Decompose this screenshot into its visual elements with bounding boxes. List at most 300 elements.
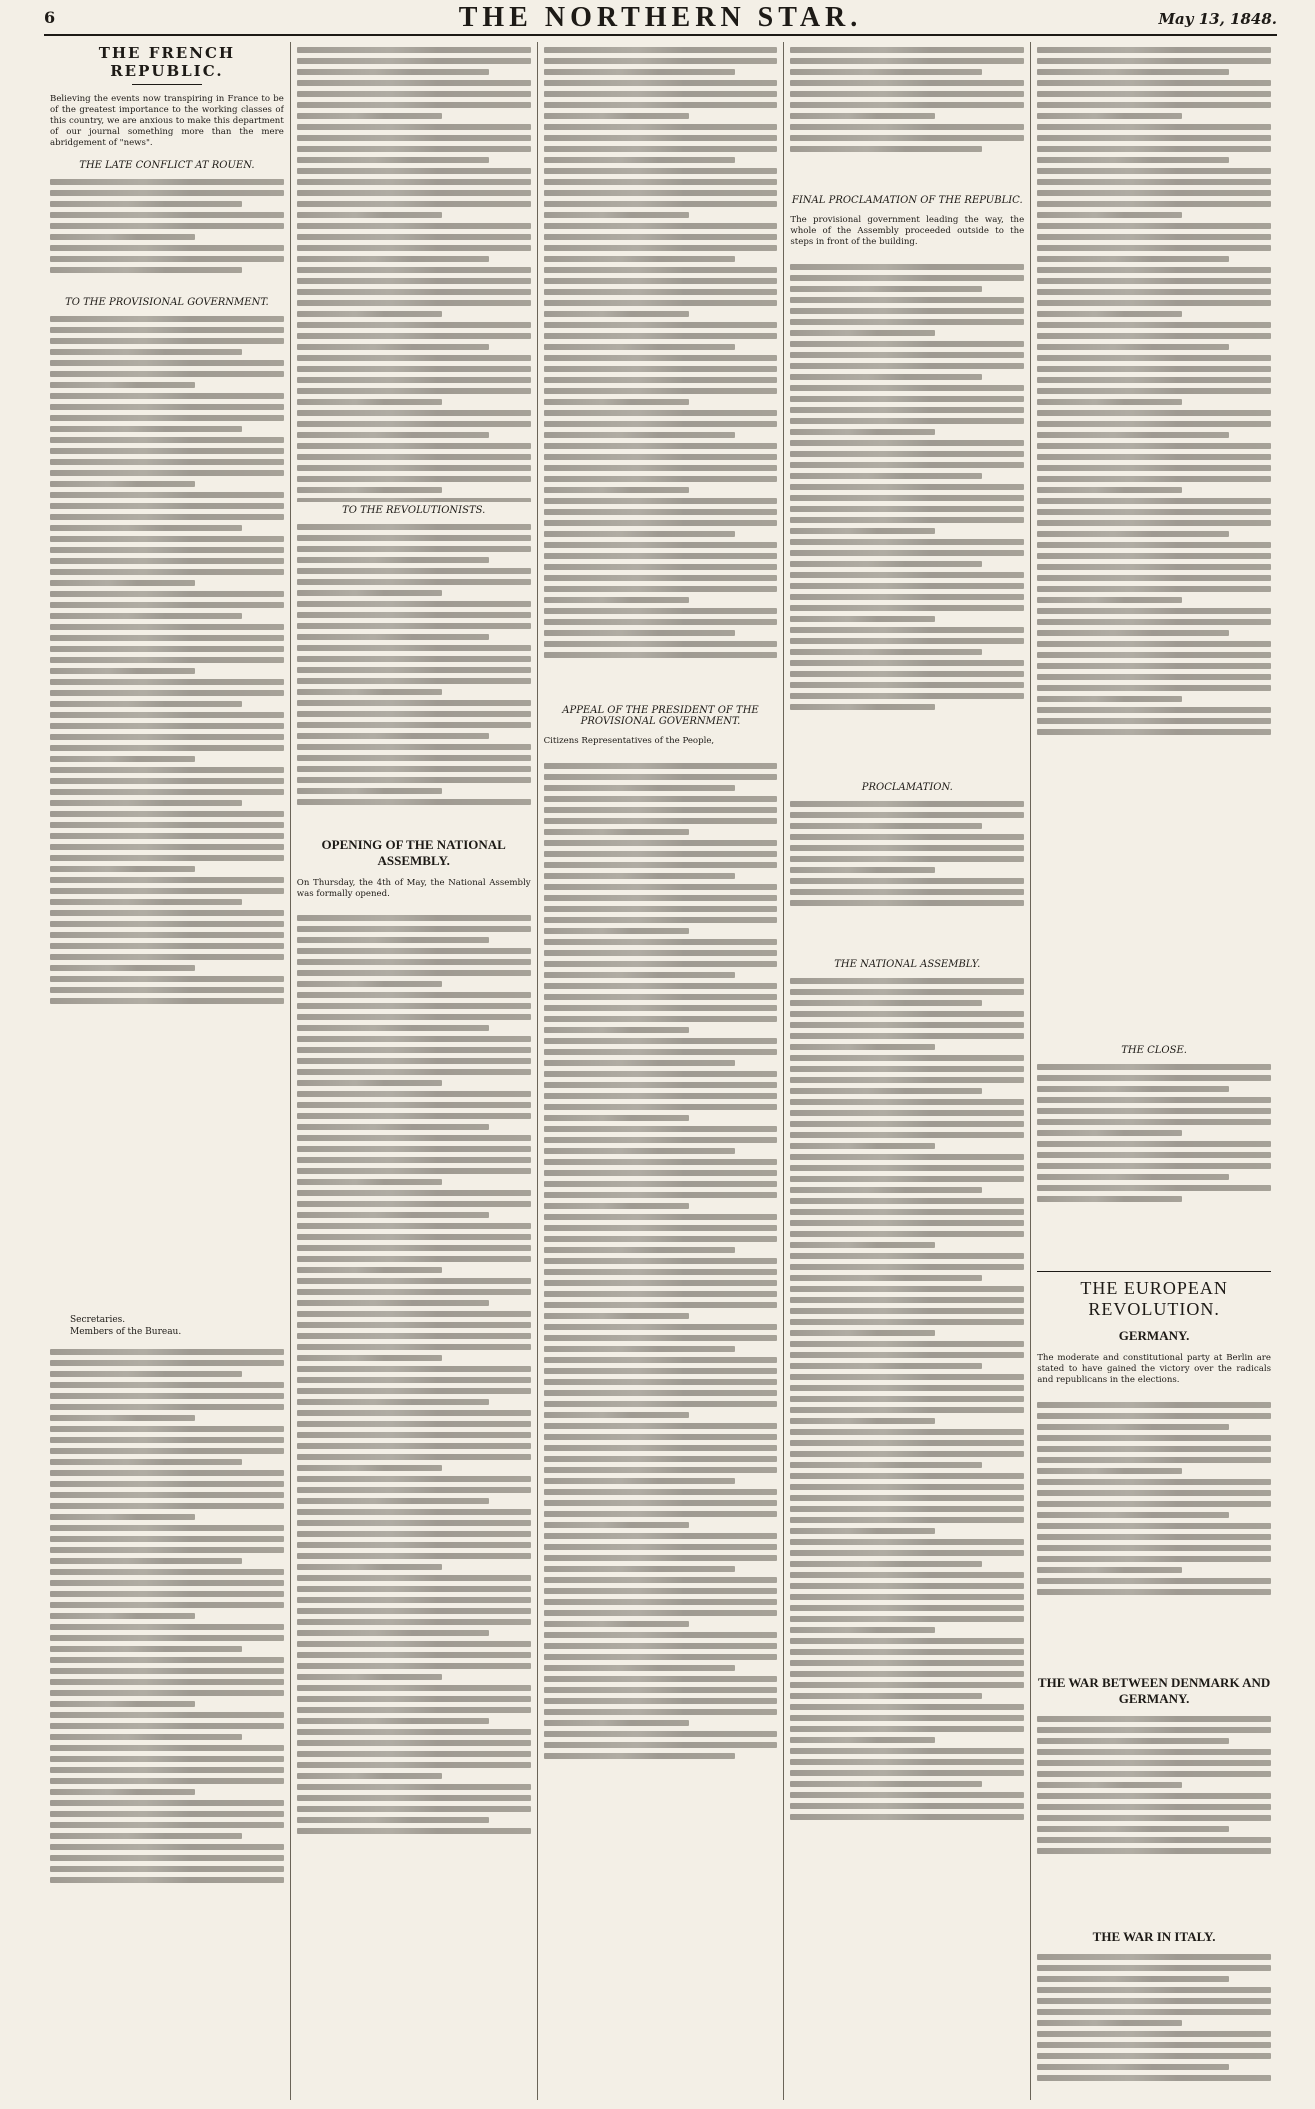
text-line <box>50 701 242 707</box>
column-3-body-a <box>544 42 778 702</box>
text-line <box>297 1542 531 1548</box>
text-line <box>544 1247 736 1253</box>
text-line <box>1037 1987 1271 1993</box>
text-line <box>297 1047 531 1053</box>
text-line <box>50 503 284 509</box>
text-line <box>50 1415 195 1421</box>
text-line <box>1037 366 1271 372</box>
text-line <box>544 928 689 934</box>
text-line <box>544 1522 689 1528</box>
text-line <box>297 223 531 229</box>
text-line <box>297 1124 489 1130</box>
text-line <box>297 179 531 185</box>
text-line <box>544 1104 778 1110</box>
text-line <box>1037 421 1271 427</box>
text-line <box>297 755 531 761</box>
text-line <box>50 1833 242 1839</box>
column-4-opening: The provisional government leading the way, the whole of the Assembly proceeded outside to the steps in front of the building. <box>790 214 1025 247</box>
column-5-sub-section-1: GERMANY. <box>1118 1328 1190 1343</box>
text-line <box>297 667 531 673</box>
text-line <box>544 1203 689 1209</box>
text-line <box>790 539 1024 545</box>
text-line <box>1037 91 1271 97</box>
text-line <box>790 135 1024 141</box>
text-line <box>790 385 1024 391</box>
text-line <box>1037 1965 1271 1971</box>
text-line <box>790 1308 1024 1314</box>
text-line <box>50 492 284 498</box>
text-line <box>50 756 195 762</box>
text-line <box>1037 1064 1271 1070</box>
text-line <box>1037 190 1271 196</box>
column-2 <box>291 42 538 2100</box>
text-line <box>297 366 531 372</box>
text-line <box>297 322 531 328</box>
text-line <box>544 641 778 647</box>
text-line <box>790 1682 1024 1688</box>
text-line <box>790 517 1024 523</box>
column-1-subhead-1: THE LATE CONFLICT AT ROUEN. <box>79 160 255 172</box>
text-line <box>790 264 1024 270</box>
text-line <box>544 1324 778 1330</box>
text-line <box>1037 1534 1271 1540</box>
text-line <box>544 1060 736 1066</box>
text-line <box>297 948 531 954</box>
text-line <box>544 1214 778 1220</box>
text-line <box>790 47 1024 53</box>
text-line <box>544 1500 778 1506</box>
text-line <box>50 1382 284 1388</box>
text-line <box>790 1594 1024 1600</box>
text-line <box>790 1495 1024 1501</box>
column-1-subhead-2: TO THE PROVISIONAL GOVERNMENT. <box>65 297 269 309</box>
text-line <box>790 495 1024 501</box>
text-line <box>790 1737 935 1743</box>
text-line <box>790 1528 935 1534</box>
text-line <box>297 1080 442 1086</box>
text-line <box>297 168 531 174</box>
text-line <box>1037 443 1271 449</box>
text-line <box>50 371 284 377</box>
text-line <box>544 1467 778 1473</box>
text-line <box>790 616 935 622</box>
text-line <box>544 333 778 339</box>
text-line <box>297 465 531 471</box>
text-line <box>50 789 284 795</box>
text-line <box>50 1448 284 1454</box>
text-line <box>1037 1152 1271 1158</box>
text-line <box>790 374 982 380</box>
text-line <box>544 487 689 493</box>
text-line <box>544 1016 778 1022</box>
text-line <box>50 1536 284 1542</box>
text-line <box>790 1792 1024 1798</box>
text-line <box>790 978 1024 984</box>
text-line <box>544 311 689 317</box>
text-line <box>544 531 736 537</box>
text-line <box>50 1734 242 1740</box>
text-line <box>50 1426 284 1432</box>
text-line <box>297 678 531 684</box>
text-line <box>50 1712 284 1718</box>
text-line <box>50 910 284 916</box>
text-line <box>1037 1716 1271 1722</box>
text-line <box>544 564 778 570</box>
text-line <box>544 1434 778 1440</box>
text-line <box>50 844 284 850</box>
text-line <box>1037 707 1271 713</box>
text-line <box>50 1844 284 1850</box>
text-line <box>544 1159 778 1165</box>
text-line <box>1037 311 1182 317</box>
text-line <box>1037 1185 1271 1191</box>
text-line <box>544 355 778 361</box>
text-line <box>1037 476 1271 482</box>
text-line <box>1037 531 1229 537</box>
text-line <box>1037 1976 1229 1982</box>
text-line <box>790 1044 935 1050</box>
text-line <box>1037 1119 1271 1125</box>
text-line <box>790 363 1024 369</box>
text-line <box>297 799 531 805</box>
text-line <box>297 1146 531 1152</box>
text-line <box>790 102 1024 108</box>
text-line <box>790 638 1024 644</box>
text-line <box>544 1687 778 1693</box>
text-line <box>297 289 531 295</box>
text-line <box>1037 1782 1182 1788</box>
text-line <box>790 506 1024 512</box>
text-line <box>297 1333 531 1339</box>
text-line <box>544 135 778 141</box>
text-line <box>297 1377 531 1383</box>
column-4-body-d <box>790 973 1024 2100</box>
text-line <box>297 1410 531 1416</box>
text-line <box>297 711 531 717</box>
text-line <box>544 862 778 868</box>
text-line <box>50 1866 284 1872</box>
text-line <box>297 124 531 130</box>
text-line <box>544 1280 778 1286</box>
text-line <box>50 921 284 927</box>
text-line <box>297 1003 531 1009</box>
text-line <box>50 800 242 806</box>
text-line <box>297 1553 531 1559</box>
text-line <box>50 635 284 641</box>
text-line <box>297 1366 531 1372</box>
text-line <box>544 289 778 295</box>
text-line <box>790 58 1024 64</box>
text-line <box>544 575 778 581</box>
text-line <box>790 682 1024 688</box>
text-line <box>297 733 489 739</box>
text-line <box>790 418 1024 424</box>
text-line <box>790 1011 1024 1017</box>
text-line <box>544 1049 778 1055</box>
text-line <box>297 487 442 493</box>
text-line <box>1037 2020 1182 2026</box>
text-line <box>1037 432 1229 438</box>
text-line <box>790 550 1024 556</box>
text-line <box>544 465 778 471</box>
text-line <box>297 267 531 273</box>
text-line <box>790 823 982 829</box>
text-line <box>50 833 284 839</box>
text-line <box>50 547 284 553</box>
text-line <box>1037 1760 1271 1766</box>
text-line <box>50 987 284 993</box>
text-line <box>1037 1512 1229 1518</box>
text-line <box>1037 179 1271 185</box>
text-line <box>297 634 489 640</box>
text-line <box>297 992 531 998</box>
text-line <box>544 1720 689 1726</box>
text-line <box>50 1481 284 1487</box>
text-line <box>297 970 531 976</box>
text-line <box>297 377 531 383</box>
text-line <box>297 1586 531 1592</box>
text-line <box>297 1630 489 1636</box>
text-line <box>50 448 284 454</box>
text-line <box>50 778 284 784</box>
text-line <box>50 1591 284 1597</box>
text-line <box>790 878 1024 884</box>
signature-members: Members of the Bureau. <box>70 1327 182 1338</box>
text-line <box>790 1781 982 1787</box>
text-line <box>790 801 1024 807</box>
text-line <box>1037 1848 1271 1854</box>
text-line <box>297 135 531 141</box>
text-line <box>50 1624 284 1630</box>
text-line <box>544 1291 778 1297</box>
text-line <box>297 234 531 240</box>
text-line <box>790 1264 1024 1270</box>
text-line <box>790 330 935 336</box>
column-1-body-a <box>50 174 284 294</box>
column-3 <box>538 42 785 2100</box>
column-1-intro: Believing the events now transpiring in France to be of the greatest importance to the working classes of this country, we are anxious to make this department of our journal something more than the mere abridgement of "news". <box>50 93 284 149</box>
text-line <box>50 1514 195 1520</box>
text-line <box>544 1610 778 1616</box>
text-line <box>297 1487 531 1493</box>
text-line <box>544 1423 778 1429</box>
text-line <box>544 818 778 824</box>
text-line <box>790 834 1024 840</box>
column-1-heading: THE FRENCH REPUBLIC. <box>98 44 236 80</box>
text-line <box>50 1371 242 1377</box>
text-line <box>1037 80 1271 86</box>
text-line <box>1037 69 1229 75</box>
text-line <box>50 624 284 630</box>
text-line <box>297 278 531 284</box>
text-line <box>790 1055 1024 1061</box>
text-line <box>297 1663 531 1669</box>
column-4 <box>784 42 1031 2100</box>
text-line <box>544 1379 778 1385</box>
text-line <box>1037 1954 1271 1960</box>
text-line <box>544 1412 689 1418</box>
text-line <box>50 201 242 207</box>
signature-secretaries: Secretaries. <box>70 1315 126 1326</box>
text-line <box>544 939 778 945</box>
text-line <box>544 1588 778 1594</box>
text-line <box>790 1352 1024 1358</box>
text-line <box>790 1033 1024 1039</box>
text-line <box>790 1286 1024 1292</box>
text-line <box>297 1828 531 1834</box>
text-line <box>1037 344 1229 350</box>
text-line <box>544 1335 778 1341</box>
text-line <box>297 1058 531 1064</box>
text-line <box>297 421 531 427</box>
text-line <box>544 983 778 989</box>
text-line <box>790 627 1024 633</box>
text-line <box>790 704 935 710</box>
text-line <box>50 1470 284 1476</box>
text-line <box>50 360 284 366</box>
text-line <box>790 1132 1024 1138</box>
text-line <box>790 124 1024 130</box>
text-line <box>1037 619 1271 625</box>
text-line <box>297 612 531 618</box>
text-line <box>50 723 284 729</box>
text-line <box>790 1231 1024 1237</box>
text-line <box>790 1374 1024 1380</box>
text-line <box>297 788 442 794</box>
text-line <box>790 308 1024 314</box>
text-line <box>297 1432 531 1438</box>
text-line <box>1037 542 1271 548</box>
text-line <box>1037 2009 1271 2015</box>
text-line <box>544 972 736 978</box>
text-line <box>1037 1578 1271 1584</box>
text-line <box>297 1300 489 1306</box>
text-line <box>297 915 531 921</box>
text-line <box>50 267 242 273</box>
text-line <box>544 1654 778 1660</box>
text-line <box>790 1572 1024 1578</box>
text-line <box>50 1646 242 1652</box>
text-line <box>1037 300 1271 306</box>
text-line <box>297 1806 531 1812</box>
text-line <box>50 349 242 355</box>
text-line <box>790 1671 1024 1677</box>
text-line <box>790 528 935 534</box>
text-line <box>297 1740 531 1746</box>
text-line <box>1037 696 1182 702</box>
text-line <box>1037 1141 1271 1147</box>
text-line <box>1037 1196 1182 1202</box>
text-line <box>790 1385 1024 1391</box>
text-line <box>297 1531 531 1537</box>
text-line <box>297 1652 531 1658</box>
text-line <box>297 1443 531 1449</box>
column-5-opening: The moderate and constitutional party at Berlin are stated to have gained the victory over the radicals and republicans in the elections. <box>1037 1352 1271 1385</box>
text-line <box>50 1679 284 1685</box>
text-line <box>1037 333 1271 339</box>
text-line <box>1037 2042 1271 2048</box>
text-line <box>1037 608 1271 614</box>
text-line <box>50 514 284 520</box>
text-line <box>50 712 284 718</box>
text-line <box>297 1718 489 1724</box>
text-line <box>1037 1738 1229 1744</box>
text-line <box>544 234 778 240</box>
text-line <box>297 146 531 152</box>
text-line <box>790 1748 1024 1754</box>
text-line <box>297 80 531 86</box>
text-line <box>297 1256 531 1262</box>
text-line <box>544 267 778 273</box>
text-line <box>297 91 531 97</box>
column-2-body-b <box>297 519 531 829</box>
text-line <box>50 245 284 251</box>
text-line <box>297 1135 531 1141</box>
column-5-section-title: THE EUROPEAN REVOLUTION. <box>1037 1271 1271 1320</box>
text-line <box>50 822 284 828</box>
text-line <box>50 932 284 938</box>
text-line <box>1037 1446 1271 1452</box>
text-line <box>297 1762 531 1768</box>
text-line <box>790 1715 1024 1721</box>
column-2-subhead-1: TO THE REVOLUTIONISTS. <box>342 505 486 516</box>
text-line <box>1037 124 1271 130</box>
text-line <box>544 344 736 350</box>
text-line <box>50 646 284 652</box>
text-line <box>790 1165 1024 1171</box>
text-line <box>544 509 778 515</box>
text-line <box>544 796 778 802</box>
text-line <box>544 1302 778 1308</box>
text-line <box>1037 223 1271 229</box>
text-line <box>1037 1837 1271 1843</box>
text-line <box>544 1126 778 1132</box>
text-line <box>544 1599 778 1605</box>
text-line <box>1037 1556 1271 1562</box>
page-number: 6 <box>44 8 56 27</box>
text-line <box>297 1388 531 1394</box>
text-line <box>544 1192 778 1198</box>
text-line <box>1037 663 1271 669</box>
text-line <box>297 579 531 585</box>
text-line <box>544 652 778 658</box>
text-line <box>790 286 982 292</box>
text-line <box>544 1676 778 1682</box>
text-line <box>297 1509 531 1515</box>
text-line <box>790 462 1024 468</box>
text-line <box>1037 1086 1229 1092</box>
text-line <box>1037 674 1271 680</box>
text-line <box>790 1429 1024 1435</box>
text-line <box>50 1580 284 1586</box>
column-3-opening: Citizens Representatives of the People, <box>543 735 715 746</box>
text-line <box>544 608 778 614</box>
text-line <box>544 80 778 86</box>
text-line <box>544 366 778 372</box>
text-line <box>544 950 778 956</box>
text-line <box>1037 355 1271 361</box>
text-line <box>50 1404 284 1410</box>
text-line <box>790 407 1024 413</box>
text-line <box>297 1773 442 1779</box>
text-line <box>1037 245 1271 251</box>
text-line <box>50 1525 284 1531</box>
text-line <box>50 1613 195 1619</box>
text-line <box>1037 113 1182 119</box>
text-line <box>297 1355 442 1361</box>
text-line <box>544 113 689 119</box>
text-line <box>544 399 689 405</box>
